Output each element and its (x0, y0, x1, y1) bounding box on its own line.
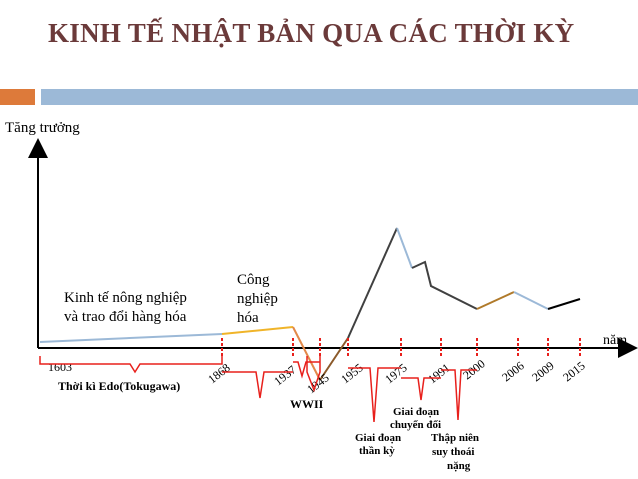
year-label: 2009 (529, 358, 557, 385)
transition-label-line2: chuyển đổi (390, 419, 442, 431)
year-label: 1945 (304, 370, 332, 397)
edo-period-line (40, 334, 222, 342)
year-label: 1603 (48, 360, 72, 374)
agri-label-line2: và trao đổi hàng hóa (64, 309, 187, 325)
recession-recovery-line (477, 292, 514, 309)
decline-2009-line (514, 292, 548, 309)
industrial-label-line2: nghiệp (237, 291, 278, 307)
decade-label-line2: suy thoái (432, 446, 475, 458)
year-label: 1937 (271, 362, 299, 389)
year-label: 1991 (425, 360, 453, 387)
y-axis-label: Tăng trưởng (5, 120, 80, 136)
year-label: 2015 (560, 358, 588, 385)
decade-label-line3: nặng (447, 460, 471, 472)
recent-growth-line (548, 299, 580, 309)
post-peak-drop-line (397, 228, 412, 268)
miracle-growth-line (348, 228, 397, 338)
agri-label-line1: Kinh tế nông nghiệp (64, 290, 187, 306)
transition-line (412, 262, 477, 309)
year-label: 2006 (499, 358, 527, 385)
miracle-label-line1: Giai đoạn (355, 432, 402, 444)
edo-period-label: Thời kì Edo(Tokugawa) (58, 379, 181, 393)
year-label: 2000 (460, 356, 488, 383)
miracle-label-line2: thần kỳ (359, 445, 395, 457)
transition-label-line1: Giai đoạn (393, 406, 440, 418)
industrial-label-line1: Công (237, 272, 270, 288)
page-title: KINH TẾ NHẬT BẢN QUA CÁC THỜI KỲ (48, 18, 575, 48)
industrialization-line (222, 327, 293, 334)
year-label: 1955 (338, 360, 366, 387)
year-label: 1975 (382, 360, 410, 387)
wwii-label: WWII (290, 397, 324, 411)
year-label: 1868 (205, 360, 233, 387)
industrial-label-line3: hóa (237, 310, 259, 326)
decade-label-line1: Thập niên (431, 432, 479, 444)
x-axis-label: năm (603, 333, 628, 348)
